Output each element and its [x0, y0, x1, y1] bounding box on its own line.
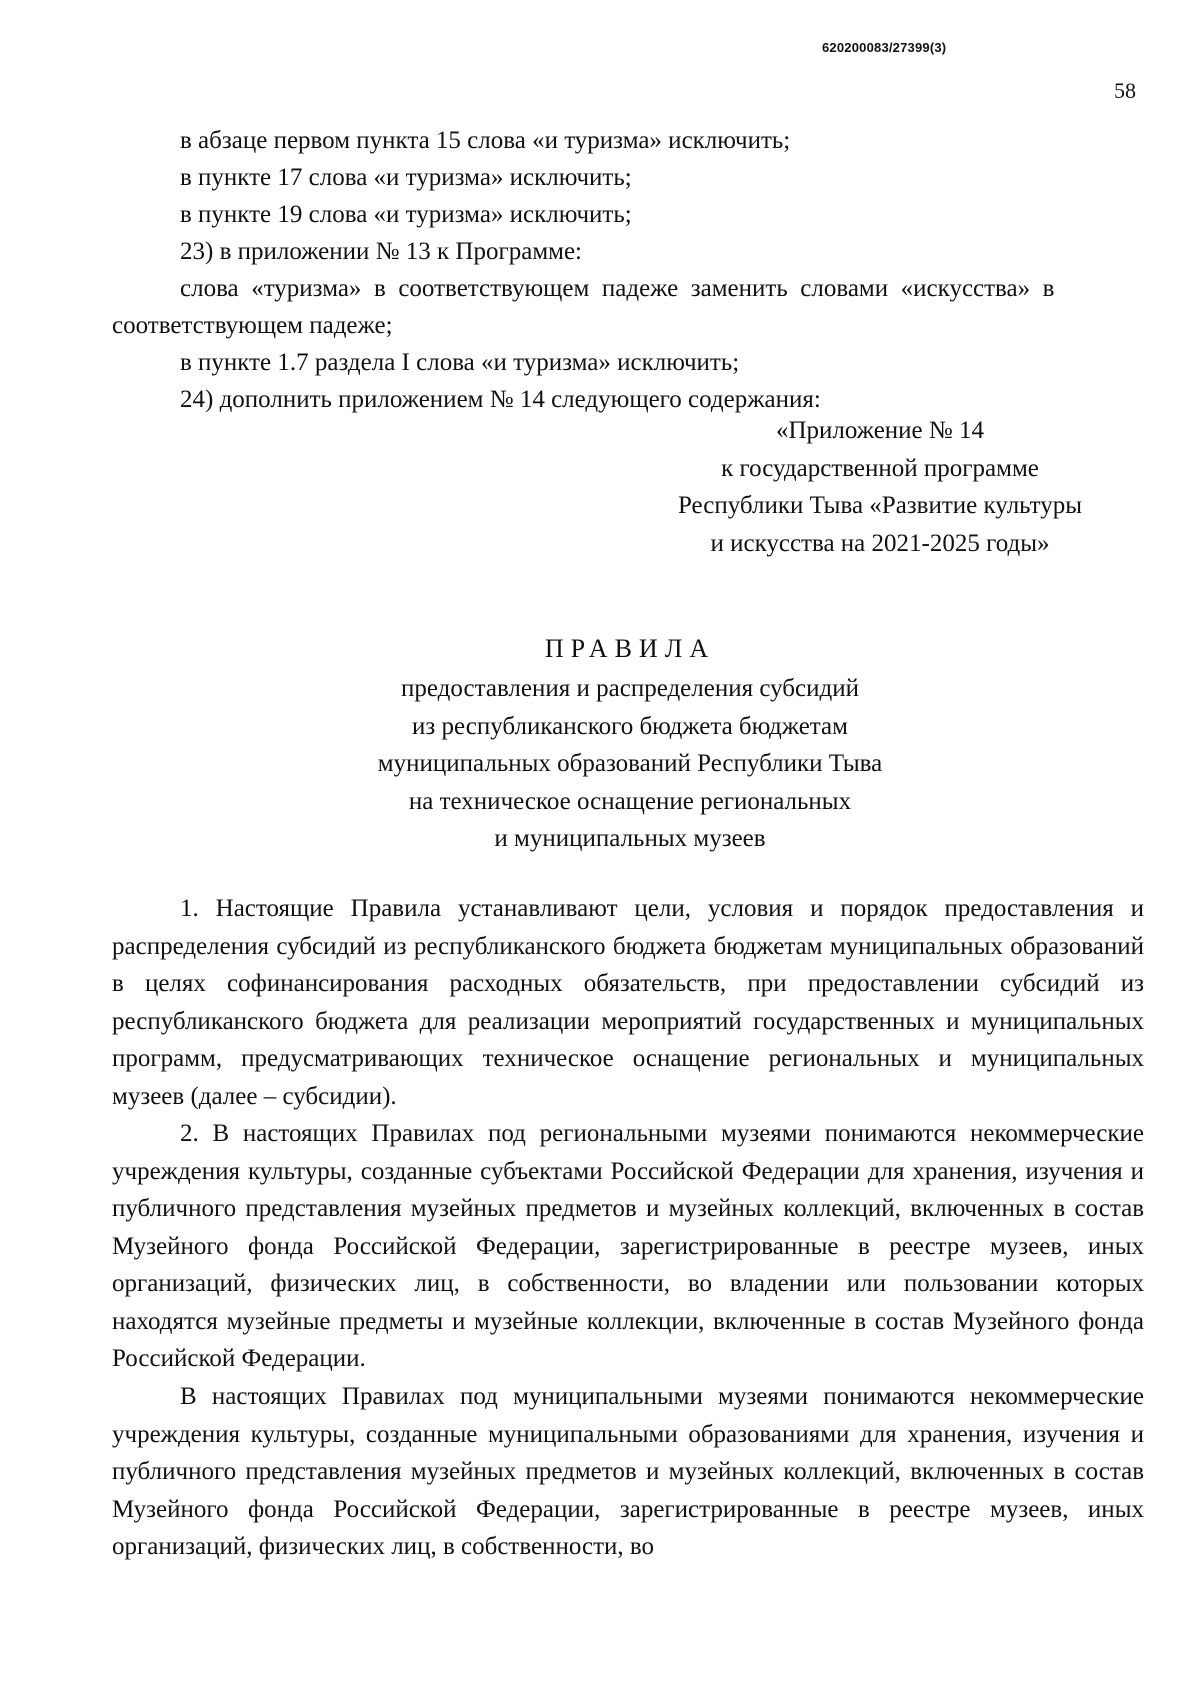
rules-subtitle-line: предоставления и распределения субсидий	[401, 675, 859, 702]
appendix-heading-line: к государственной программе	[721, 454, 1039, 482]
paragraph-3: В настоящих Правилах под муниципальными музеями понимаются некоммерческие учреждения культуры, созданные муниципальными образованиями для хранения, изучения и публичного представления музейных предметов и музейных коллекций, включенных в состав Музейного фонда Российской Федерации, зарегистрированные в реестре музеев, иных организаций, физических лиц, в собственности, во	[112, 1383, 1144, 1560]
rules-subtitle-line: из республиканского бюджета бюджетам	[412, 712, 848, 740]
appendix-heading	[600, 412, 1160, 562]
amendment-line: 23) в приложении № 13 к Программе:	[180, 238, 583, 265]
amendment-line: слова «туризма» в соответствующем падеже заменить словами «искусства» в	[180, 275, 1055, 302]
document-id: 620200083/27399(3)	[822, 40, 947, 55]
amendment-line: 24) дополнить приложением № 14 следующего содержания:	[180, 386, 821, 413]
amendment-line: соответствующем падеже;	[112, 312, 393, 339]
appendix-heading-line: Республики Тыва «Развитие культуры	[677, 492, 1083, 519]
appendix-heading-line: и искусства на 2021-2025 годы»	[710, 529, 1050, 557]
rules-subtitle-line: муниципальных образований Республики Тыва	[377, 750, 883, 777]
rules-subtitle	[230, 670, 1030, 858]
page-number: 58	[1114, 78, 1136, 103]
amendment-line: в абзаце первом пункта 15 слова «и туризма» исключить;	[180, 127, 791, 154]
amendment-line: в пункте 19 слова «и туризма» исключить;	[180, 201, 632, 228]
rules-title: ПРАВИЛА	[544, 634, 716, 663]
amendment-line: в пункте 17 слова «и туризма» исключить;	[180, 164, 632, 191]
appendix-heading-line: «Приложение № 14	[775, 417, 985, 444]
rules-subtitle-line: на техническое оснащение региональных	[408, 787, 852, 815]
paragraph-1: 1. Настоящие Правила устанавливают цели, условия и порядок предоставления и распределения субсидий из республиканского бюджета бюджетам муниципальных образований в целях софинансирования расходных обязательств, при предоставлении субсидий из республиканского бюджета для реализации мероприятий государственных и муниципальных программ, предусматривающих техническое оснащение региональных и муниципальных музеев (далее – субсидии).	[112, 895, 1144, 1110]
paragraph-2: 2. В настоящих Правилах под региональными музеями понимаются некоммерческие учреждения культуры, созданные субъектами Российской Федерации для хранения, изучения и публичного представления музейных предметов и музейных коллекций, включенных в состав Музейного фонда Российской Федерации, зарегистрированные в реестре музеев, иных организаций, физических лиц, в собственности, во владении или пользовании которых находятся музейные предметы и музейные коллекции, включенные в состав Музейного фонда Российской Федерации.	[112, 1120, 1144, 1372]
amendment-line: в пункте 1.7 раздела I слова «и туризма» исключить;	[180, 349, 740, 376]
rules-subtitle-line: и муниципальных музеев	[494, 825, 766, 852]
